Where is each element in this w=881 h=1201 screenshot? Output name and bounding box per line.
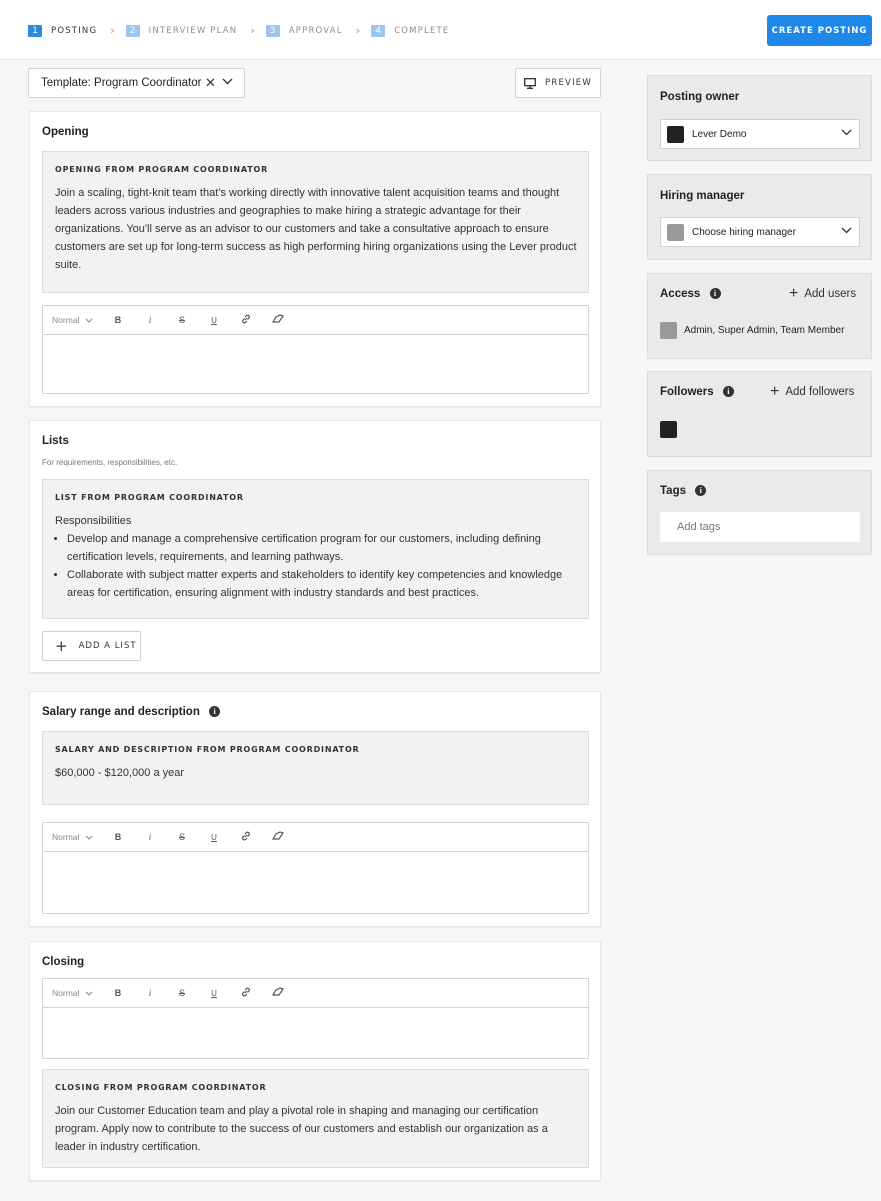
tags-title xyxy=(660,485,706,497)
step-number: 1 xyxy=(28,25,42,37)
add-users-button[interactable] xyxy=(789,285,856,303)
step-label: APPROVAL xyxy=(288,25,343,36)
step-approval[interactable] xyxy=(266,25,343,37)
closing-title: Closing xyxy=(42,956,85,968)
step-interview-plan[interactable] xyxy=(126,25,238,37)
tags-panel xyxy=(647,470,872,555)
salary-editor[interactable] xyxy=(42,822,589,914)
monitor-icon xyxy=(524,78,536,89)
template-value: Template: Program Coordinator xyxy=(41,77,202,89)
text-style-select[interactable] xyxy=(52,988,102,998)
avatar-placeholder xyxy=(667,224,684,241)
avatar[interactable] xyxy=(660,421,677,438)
create-posting-button[interactable]: CREATE POSTING xyxy=(767,15,872,46)
step-number: 2 xyxy=(126,25,140,37)
italic-button[interactable]: i xyxy=(148,832,152,842)
add-list-label: ADD A LIST xyxy=(78,641,137,651)
access-panel xyxy=(647,273,872,359)
underline-button[interactable]: U xyxy=(211,315,217,325)
step-label: POSTING xyxy=(51,25,98,36)
chevron-down-icon xyxy=(85,991,93,996)
text-style-label: Normal xyxy=(52,315,80,325)
bold-button[interactable]: B xyxy=(114,315,122,325)
plus-icon: + xyxy=(789,285,799,302)
closing-template-text: Join our Customer Education team and play a pivotal role in shaping and managing our certification program. Apply now to contribute to the success of our customers and establish our organization as a leader in industry certification. xyxy=(55,1105,548,1153)
text-style-select[interactable] xyxy=(52,315,102,325)
list-item: • Develop and manage a comprehensive certification program for our customers, including defining certification levels, requirements, and learning pathways. xyxy=(67,530,577,566)
opening-template-box xyxy=(42,151,589,293)
add-followers-button[interactable] xyxy=(770,383,854,401)
editor-toolbar xyxy=(43,306,588,335)
stepper xyxy=(28,24,449,37)
clear-format-icon[interactable] xyxy=(262,831,294,843)
lists-subtitle: For requirements, responsibilities, etc. xyxy=(42,458,178,467)
hiring-manager-panel xyxy=(647,174,872,260)
access-title-text: Access xyxy=(660,288,701,300)
list-item: • Collaborate with subject matter experts and stakeholders to identify key competencies and knowledge areas for certification, ensuring alignment with industry standards and best practices. xyxy=(67,566,577,602)
step-complete[interactable] xyxy=(371,25,449,37)
hiring-manager-title: Hiring manager xyxy=(660,190,745,202)
strikethrough-button[interactable]: S xyxy=(178,315,185,325)
tags-title-text: Tags xyxy=(660,485,686,497)
info-icon[interactable]: i xyxy=(723,386,734,397)
link-icon[interactable] xyxy=(230,830,262,844)
step-posting[interactable] xyxy=(28,25,97,37)
link-icon[interactable] xyxy=(230,986,262,1000)
step-label: INTERVIEW PLAN xyxy=(148,25,238,36)
add-list-button[interactable] xyxy=(42,631,141,661)
plus-icon: + xyxy=(770,383,780,400)
avatar xyxy=(667,126,684,143)
clear-icon[interactable]: ✕ xyxy=(205,75,216,90)
hiring-manager-select[interactable] xyxy=(660,217,860,247)
bold-button[interactable]: B xyxy=(114,832,122,842)
lists-template-heading: LIST FROM PROGRAM COORDINATOR xyxy=(55,493,244,502)
closing-editor[interactable] xyxy=(42,978,589,1059)
clear-format-icon[interactable] xyxy=(262,314,294,326)
closing-template-heading: CLOSING FROM PROGRAM COORDINATOR xyxy=(55,1083,267,1092)
italic-button[interactable]: i xyxy=(148,988,152,998)
lists-template-box xyxy=(42,479,589,619)
link-icon[interactable] xyxy=(230,313,262,327)
followers-title-text: Followers xyxy=(660,386,714,398)
chevron-right-icon: › xyxy=(110,24,115,37)
salary-title-text: Salary range and description xyxy=(42,706,200,718)
opening-template-heading: OPENING FROM PROGRAM COORDINATOR xyxy=(55,165,269,174)
posting-owner-select[interactable] xyxy=(660,119,860,149)
chevron-down-icon xyxy=(222,78,233,85)
salary-template-text: $60,000 - $120,000 a year xyxy=(55,767,185,779)
info-icon[interactable]: i xyxy=(710,288,721,299)
step-label: COMPLETE xyxy=(394,25,450,36)
preview-button[interactable] xyxy=(515,68,601,98)
clear-format-icon[interactable] xyxy=(262,987,294,999)
list-title: Responsibilities xyxy=(55,515,132,527)
tags-input[interactable] xyxy=(660,512,860,542)
chevron-right-icon: › xyxy=(250,24,255,37)
salary-card xyxy=(29,691,601,927)
followers-panel xyxy=(647,371,872,457)
strikethrough-button[interactable]: S xyxy=(178,832,185,842)
opening-editor[interactable] xyxy=(42,305,589,394)
list-items xyxy=(55,530,577,602)
closing-template-box xyxy=(42,1069,589,1168)
info-icon[interactable]: i xyxy=(695,485,706,496)
italic-button[interactable]: i xyxy=(148,315,152,325)
plus-icon: + xyxy=(55,637,69,655)
text-style-select[interactable] xyxy=(52,832,102,842)
chevron-down-icon xyxy=(85,835,93,840)
template-select[interactable] xyxy=(28,68,245,98)
posting-owner-value: Lever Demo xyxy=(692,128,747,140)
followers-title xyxy=(660,386,734,398)
opening-template-text: Join a scaling, tight-knit team that’s working directly with innovative talent acquisition teams and thought leaders across various industries and geographies to make hiring a strategic advantage for their organizations. You'll serve as an advisor to our customers and take a consultative approach to ensure customers are set up for long-term success as high performing hiring organizations using the Lever product suite. xyxy=(55,187,577,271)
underline-button[interactable]: U xyxy=(211,988,217,998)
editor-toolbar xyxy=(43,823,588,852)
salary-title xyxy=(42,706,220,718)
closing-card xyxy=(29,941,601,1181)
chevron-down-icon xyxy=(841,129,852,136)
chevron-right-icon: › xyxy=(355,24,361,37)
salary-template-heading: SALARY AND DESCRIPTION FROM PROGRAM COORDINATOR xyxy=(55,745,360,754)
add-users-label: Add users xyxy=(804,288,857,300)
editor-toolbar xyxy=(43,979,588,1008)
posting-owner-title: Posting owner xyxy=(660,91,740,103)
top-bar xyxy=(0,0,881,60)
opening-card xyxy=(29,111,601,407)
text-style-label: Normal xyxy=(52,988,80,998)
lists-template-content xyxy=(55,512,577,602)
preview-label: PREVIEW xyxy=(545,78,592,88)
step-number: 4 xyxy=(371,25,385,37)
hiring-manager-value: Choose hiring manager xyxy=(692,226,796,238)
chevron-down-icon xyxy=(841,227,852,234)
salary-template-box xyxy=(42,731,589,805)
lists-card xyxy=(29,420,601,673)
access-value: Admin, Super Admin, Team Member xyxy=(684,325,845,336)
underline-button[interactable]: U xyxy=(211,832,217,842)
bold-button[interactable]: B xyxy=(114,988,122,998)
access-list xyxy=(660,322,844,339)
text-style-label: Normal xyxy=(52,832,80,842)
add-followers-label: Add followers xyxy=(785,386,855,398)
step-number: 3 xyxy=(266,25,280,37)
access-title xyxy=(660,288,721,300)
posting-owner-panel xyxy=(647,75,872,161)
info-icon[interactable]: i xyxy=(209,706,220,717)
group-icon xyxy=(660,322,677,339)
strikethrough-button[interactable]: S xyxy=(178,988,185,998)
lists-title: Lists xyxy=(42,435,69,447)
chevron-down-icon xyxy=(85,318,93,323)
opening-title: Opening xyxy=(42,126,89,138)
